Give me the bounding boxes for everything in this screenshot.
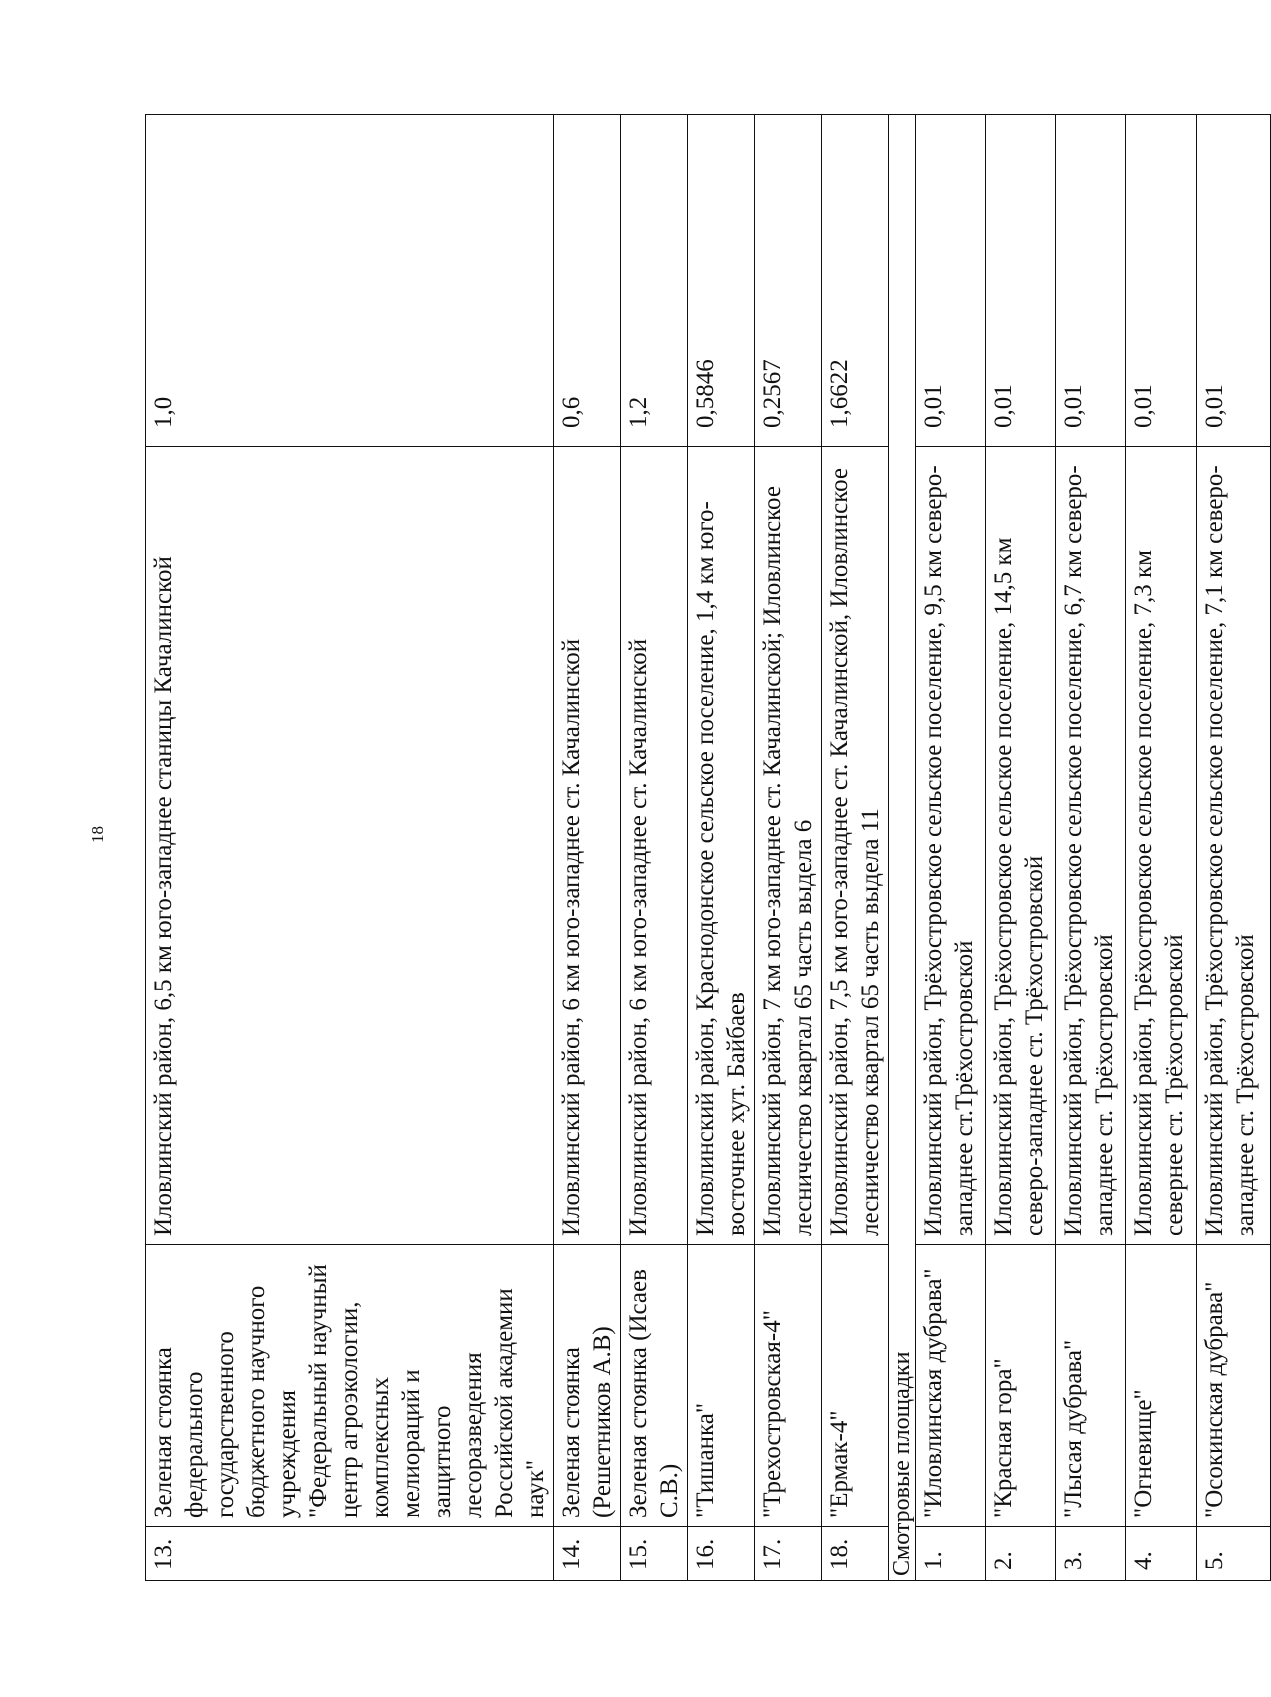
row-number: 2. — [986, 1527, 1056, 1581]
object-location: Иловлинский район, Трёхостровское сельское поселение, 9,5 км северо-западнее ст.Трёхостровской — [916, 447, 986, 1245]
object-area: 0,6 — [554, 115, 621, 447]
table-row — [621, 115, 688, 1581]
object-location: Иловлинский район, 6,5 км юго-западнее станицы Качалинской — [146, 447, 554, 1245]
object-name: "Ермак-4" — [822, 1245, 889, 1527]
object-area: 1,2 — [621, 115, 688, 447]
object-location: Иловлинский район, Трёхостровское сельское поселение, 7,1 км северо-западнее ст. Трёхостровской — [1197, 447, 1271, 1245]
row-number: 5. — [1197, 1527, 1271, 1581]
object-area: 0,01 — [1197, 115, 1271, 447]
object-area: 0,01 — [1126, 115, 1197, 447]
table-row — [1056, 115, 1126, 1581]
table-row — [1126, 115, 1197, 1581]
table-row — [755, 115, 822, 1581]
table-row — [1197, 115, 1271, 1581]
row-number: 4. — [1126, 1527, 1197, 1581]
object-name: "Красная гора" — [986, 1245, 1056, 1527]
section-title: Смотровые площадки — [889, 115, 916, 1581]
table-row — [916, 115, 986, 1581]
object-name: "Тишанка" — [688, 1245, 755, 1527]
row-number: 1. — [916, 1527, 986, 1581]
table-row — [822, 115, 889, 1581]
row-number: 13. — [146, 1527, 554, 1581]
object-name: "Огневище" — [1126, 1245, 1197, 1527]
table-row — [986, 115, 1056, 1581]
object-location: Иловлинский район, Краснодонское сельское поселение, 1,4 км юго-восточнее хут. Байбаев — [688, 447, 755, 1245]
row-number: 14. — [554, 1527, 621, 1581]
table-row — [554, 115, 621, 1581]
object-area: 0,01 — [916, 115, 986, 447]
object-location: Иловлинский район, Трёхостровское сельское поселение, 6,7 км северо-западнее ст. Трёхостровской — [1056, 447, 1126, 1245]
object-name: "Лысая дубрава" — [1056, 1245, 1126, 1527]
page-number: 18 — [88, 826, 107, 843]
object-location: Иловлинский район, 7 км юго-западнее ст. Качалинской; Иловлинское лесничество квартал 65 часть выдела 6 — [755, 447, 822, 1245]
object-location: Иловлинский район, 7,5 км юго-западнее ст. Качалинской, Иловлинское лесничество квартал 65 часть выдела 11 — [822, 447, 889, 1245]
row-number: 3. — [1056, 1527, 1126, 1581]
table-row — [146, 115, 554, 1581]
object-location: Иловлинский район, 6 км юго-западнее ст. Качалинской — [554, 447, 621, 1245]
object-location: Иловлинский район, 6 км юго-западнее ст. Качалинской — [621, 447, 688, 1245]
row-number: 17. — [755, 1527, 822, 1581]
table-row — [688, 115, 755, 1581]
object-location: Иловлинский район, Трёхостровское сельское поселение, 14,5 км северо-западнее ст. Трёхостровской — [986, 447, 1056, 1245]
section-row — [889, 115, 916, 1581]
object-area: 1,6622 — [822, 115, 889, 447]
row-number: 15. — [621, 1527, 688, 1581]
object-name: "Осокинская дубрава" — [1197, 1245, 1271, 1527]
object-area: 0,01 — [1056, 115, 1126, 447]
row-number: 18. — [822, 1527, 889, 1581]
row-number: 16. — [688, 1527, 755, 1581]
rotated-table — [145, 115, 1259, 1581]
object-name: Зеленая стоянка федерального государственного бюджетного научного учреждения "Федеральный научный центр агроэкологии, комплексных мелиораций и защитного лесоразведения Российской академии наук" — [146, 1245, 554, 1527]
object-area: 0,2567 — [755, 115, 822, 447]
object-name: "Иловлинская дубрава" — [916, 1245, 986, 1527]
objects-table — [145, 114, 1271, 1581]
object-name: "Трехостровская-4" — [755, 1245, 822, 1527]
object-name: Зеленая стоянка (Исаев С.В.) — [621, 1245, 688, 1527]
object-area: 0,5846 — [688, 115, 755, 447]
object-location: Иловлинский район, Трёхостровское сельское поселение, 7,3 км севернее ст. Трёхостровской — [1126, 447, 1197, 1245]
object-name: Зеленая стоянка (Решетников А.В) — [554, 1245, 621, 1527]
object-area: 0,01 — [986, 115, 1056, 447]
object-area: 1,0 — [146, 115, 554, 447]
